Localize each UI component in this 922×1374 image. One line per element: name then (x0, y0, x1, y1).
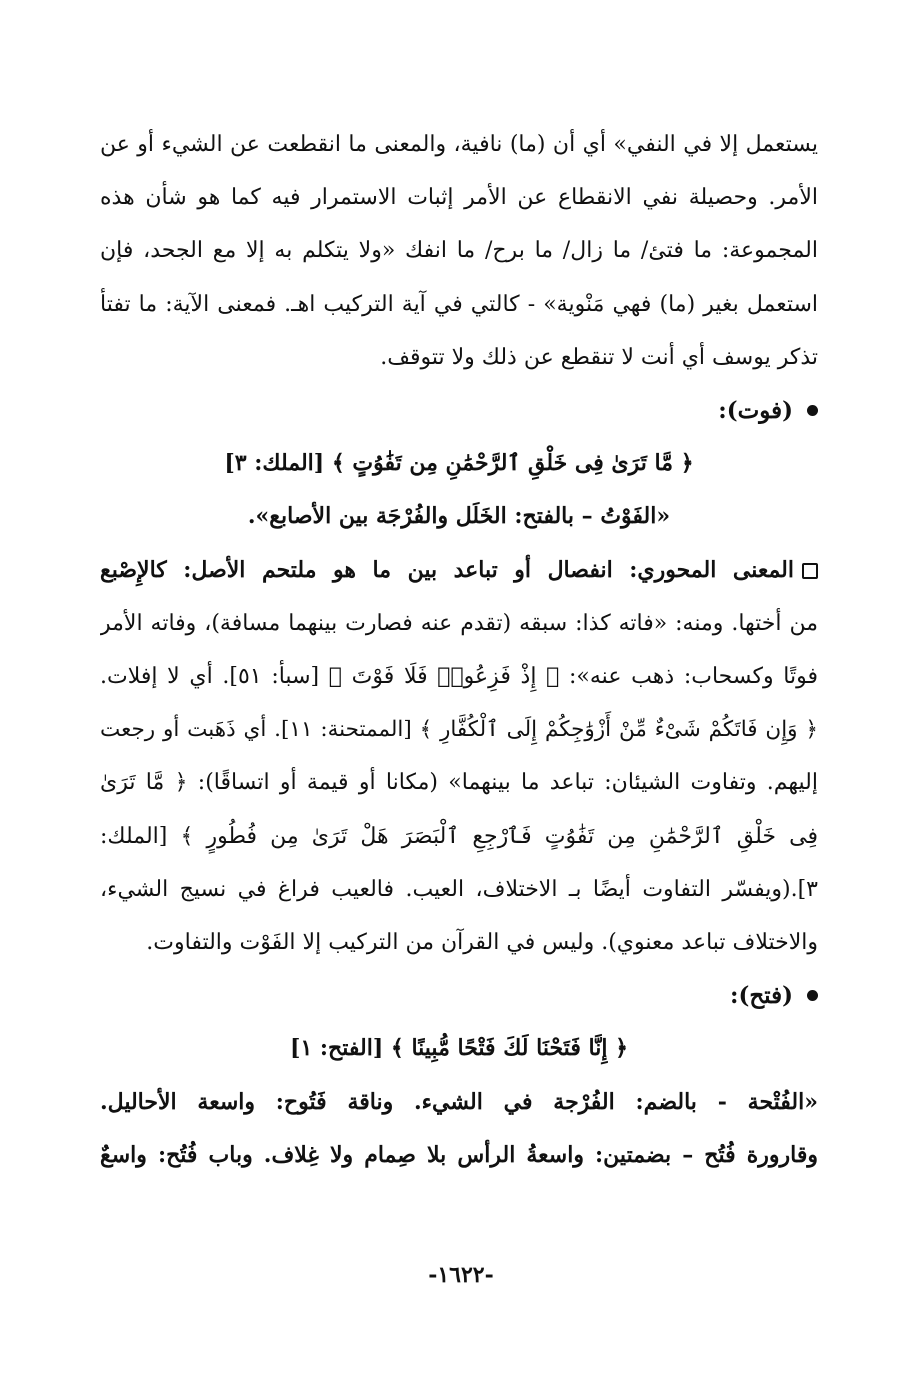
text-line: الأمر. وحصيلة نفي الانقطاع عن الأمر إثبات الاستمرار فيه كما هو شأن هذه (100, 185, 818, 211)
text-line: ﴿ وَإِن فَاتَكُمْ شَىْءٌ مِّنْ أَزْوَٰجِكُمْ إِلَى ٱلْكُفَّارِ ﴾ [الممتحنة: ١١]. أي ذَهَبت أو رجعت (100, 717, 818, 743)
text-line: تذكر يوسف أي أنت لا تنقطع عن ذلك ولا تتوقف. (380, 344, 818, 370)
quran-verse: ﴿ مَّا تَرَىٰ فِى خَلْقِ ٱلرَّحْمَٰنِ مِن تَفَٰوُتٍ ﴾ [الملك: ٣] (224, 450, 694, 477)
text-line: يستعمل إلا في النفي» أي أن (ما) نافية، والمعنى ما انقطعت عن الشيء أو عن (100, 132, 818, 157)
definition: «الفَوْتُ – بالفتح: الخَلَل والفُرْجَة بين الأصابع». (247, 503, 671, 530)
section-fawt (100, 384, 818, 969)
section-fath (100, 969, 818, 1182)
text-line: استعمل بغير (ما) فهي مَنْوية» - كالتي في آية التركيب اهـ. فمعنى الآية: ما تفتأ (100, 291, 818, 317)
section-title: (فوت): (718, 397, 793, 425)
section-heading (100, 969, 818, 1022)
text-line: إليهم. وتفاوت الشيئان: تباعد ما بينهما» (مكانا أو قيمة أو اتساقًا): ﴿ مَّا تَرَىٰ (100, 770, 818, 796)
section-heading (100, 384, 818, 437)
core-meaning-text: انفصال أو تباعد بين ما هو ملتحم الأصل: كالإِصْبع (100, 556, 613, 583)
text-line: فِى خَلْقِ ٱلرَّحْمَٰنِ مِن تَفَٰوُتٍ فَٱرْجِعِ ٱلْبَصَرَ هَلْ تَرَىٰ مِن فُطُورٍ ﴾ [الملك: (100, 823, 818, 849)
intro-paragraph (100, 118, 818, 384)
quran-verse: ﴿ إِنَّا فَتَحْنَا لَكَ فَتْحًا مُّبِينًا ﴾ [الفتح: ١] (290, 1035, 628, 1062)
text-line: المجموعة: ما فتئ/ ما زال/ ما برح/ ما انفك «ولا يتكلم به إلا مع الجحد، فإن (100, 238, 818, 264)
text-line (100, 544, 818, 597)
page-number: -١٦٢٢- (428, 1262, 494, 1288)
section-title: (فتح): (729, 982, 793, 1010)
text-line: ٣].(ويفسّر التفاوت أيضًا بـ الاختلاف، العيب. فالعيب فراغ في نسيج الشيء، (100, 876, 818, 902)
core-meaning-label: المعنى المحوري: (629, 556, 794, 583)
text-line: فوتًا وكسحاب: ذهب عنه»: ﴿ إِذْ فَزِعُوا۟ فَلَا فَوْتَ ﴾ [سبأ: ٥١]. أي لا إفلات. (100, 664, 818, 690)
text-line: «الفُتْحة - بالضم: الفُرْجة في الشيء. وناقة فَتُوح: واسعة الأحاليل. (100, 1088, 818, 1115)
bullet-icon (807, 990, 818, 1001)
text-line: والاختلاف تباعد معنوي). وليس في القرآن من التركيب إلا الفَوْت والتفاوت. (146, 930, 818, 956)
square-box-icon (802, 563, 818, 579)
text-line: من أختها. ومنه: «فاته كذا: سبقه (تقدم عنه فصارت بينهما مسافة)، وفاته الأمر (100, 610, 818, 636)
bullet-icon (807, 405, 818, 416)
text-line: وقارورة فُتُح – بضمتين: واسعةُ الرأس بلا صِمام ولا غِلاف. وباب فُتُح: واسعٌ (100, 1141, 818, 1168)
